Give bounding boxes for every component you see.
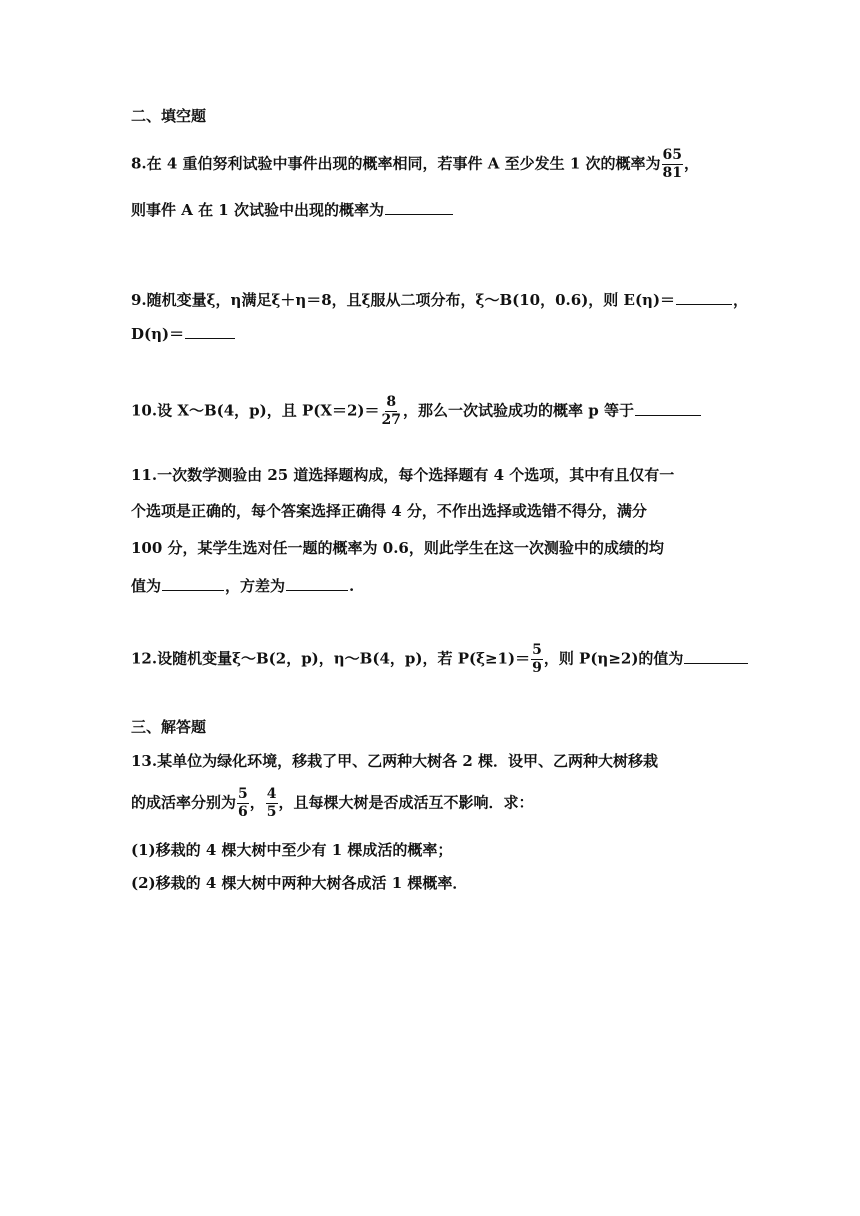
answer-blank: [162, 574, 224, 591]
question-11-text-b: ，方差为: [225, 577, 286, 595]
answer-blank: [385, 198, 453, 215]
question-13-part-2: (2)移栽的 4 棵大树中两种大树各成活 1 棵概率．: [131, 874, 468, 892]
punctuation: ，: [684, 154, 700, 173]
question-10-text: 10.设 X～B(4，p)，且 P(X＝2)＝: [131, 401, 380, 420]
fraction-numerator: 4: [266, 786, 277, 802]
question-12-text-end: ，则 P(η≥2)的值为: [543, 649, 684, 668]
fraction-denominator: 5: [266, 804, 277, 820]
question-8-text-2: 则事件 A 在 1 次试验中出现的概率为: [131, 201, 384, 219]
separator: ，: [249, 793, 265, 812]
question-8-line-2: [131, 198, 454, 220]
punctuation: ，: [733, 291, 749, 309]
fraction-denominator: 27: [381, 412, 402, 428]
question-8-line-1: [131, 147, 699, 182]
question-10-fraction: [381, 394, 402, 429]
section-heading-answer: 三、解答题: [131, 718, 207, 736]
question-11-line-1: 11.一次数学测验由 25 道选择题构成，每个选择题有 4 个选项，其中有且仅有一: [131, 466, 675, 484]
question-13-fraction-1: [237, 786, 249, 821]
question-11-text-a: 值为: [131, 577, 162, 595]
fraction-numerator: 65: [662, 147, 682, 163]
fraction-denominator: 81: [662, 165, 682, 181]
question-13-line-2: [131, 786, 534, 821]
question-8-text: 8.在 4 重伯努利试验中事件出现的概率相同，若事件 A 至少发生 1 次的概率为: [131, 154, 661, 173]
question-11-text-c: .: [349, 577, 355, 595]
question-9-text-2: D(η)＝: [131, 325, 185, 343]
answer-blank: [676, 288, 732, 305]
question-13-text-a: 的成活率分别为: [131, 793, 237, 812]
question-10-text-end: ，那么一次试验成功的概率 p 等于: [403, 401, 634, 420]
question-11-line-2: 个选项是正确的，每个答案选择正确得 4 分，不作出选择或选错不得分，满分: [131, 502, 647, 520]
question-13-text-b: ，且每棵大树是否成活互不影响．求：: [278, 793, 534, 812]
question-8-fraction: [662, 147, 683, 182]
fraction-denominator: 9: [532, 660, 542, 676]
section-heading-fill-in: 二、填空题: [131, 107, 207, 125]
question-9-text: 9.随机变量ξ，η满足ξ＋η＝8，且ξ服从二项分布，ξ～B(10，0.6)，则 E(η)＝: [131, 291, 676, 309]
question-12-fraction: [531, 642, 543, 677]
answer-blank: [185, 322, 235, 339]
question-13-fraction-2: [266, 786, 278, 821]
answer-blank: [635, 399, 701, 416]
fraction-numerator: 8: [386, 394, 397, 410]
question-10-line: [131, 394, 702, 429]
question-11-line-4: [131, 574, 354, 596]
question-11-line-3: 100 分，某学生选对任一题的概率为 0.6，则此学生在这一次测验中的成绩的均: [131, 539, 664, 557]
answer-blank: [684, 647, 748, 664]
fraction-numerator: 5: [532, 642, 542, 658]
question-12-text: 12.设随机变量ξ～B(2，p)，η～B(4，p)，若 P(ξ≥1)＝: [131, 649, 531, 668]
answer-blank: [286, 574, 348, 591]
question-13-part-1: (1)移栽的 4 棵大树中至少有 1 棵成活的概率；: [131, 841, 453, 859]
question-9-line-2: [131, 322, 236, 344]
fraction-denominator: 6: [238, 804, 248, 820]
fraction-numerator: 5: [238, 786, 248, 802]
question-13-line-1: 13.某单位为绿化环境，移栽了甲、乙两种大树各 2 棵．设甲、乙两种大树移栽: [131, 752, 658, 770]
question-12-line: [131, 642, 749, 677]
question-9-line-1: [131, 288, 748, 310]
